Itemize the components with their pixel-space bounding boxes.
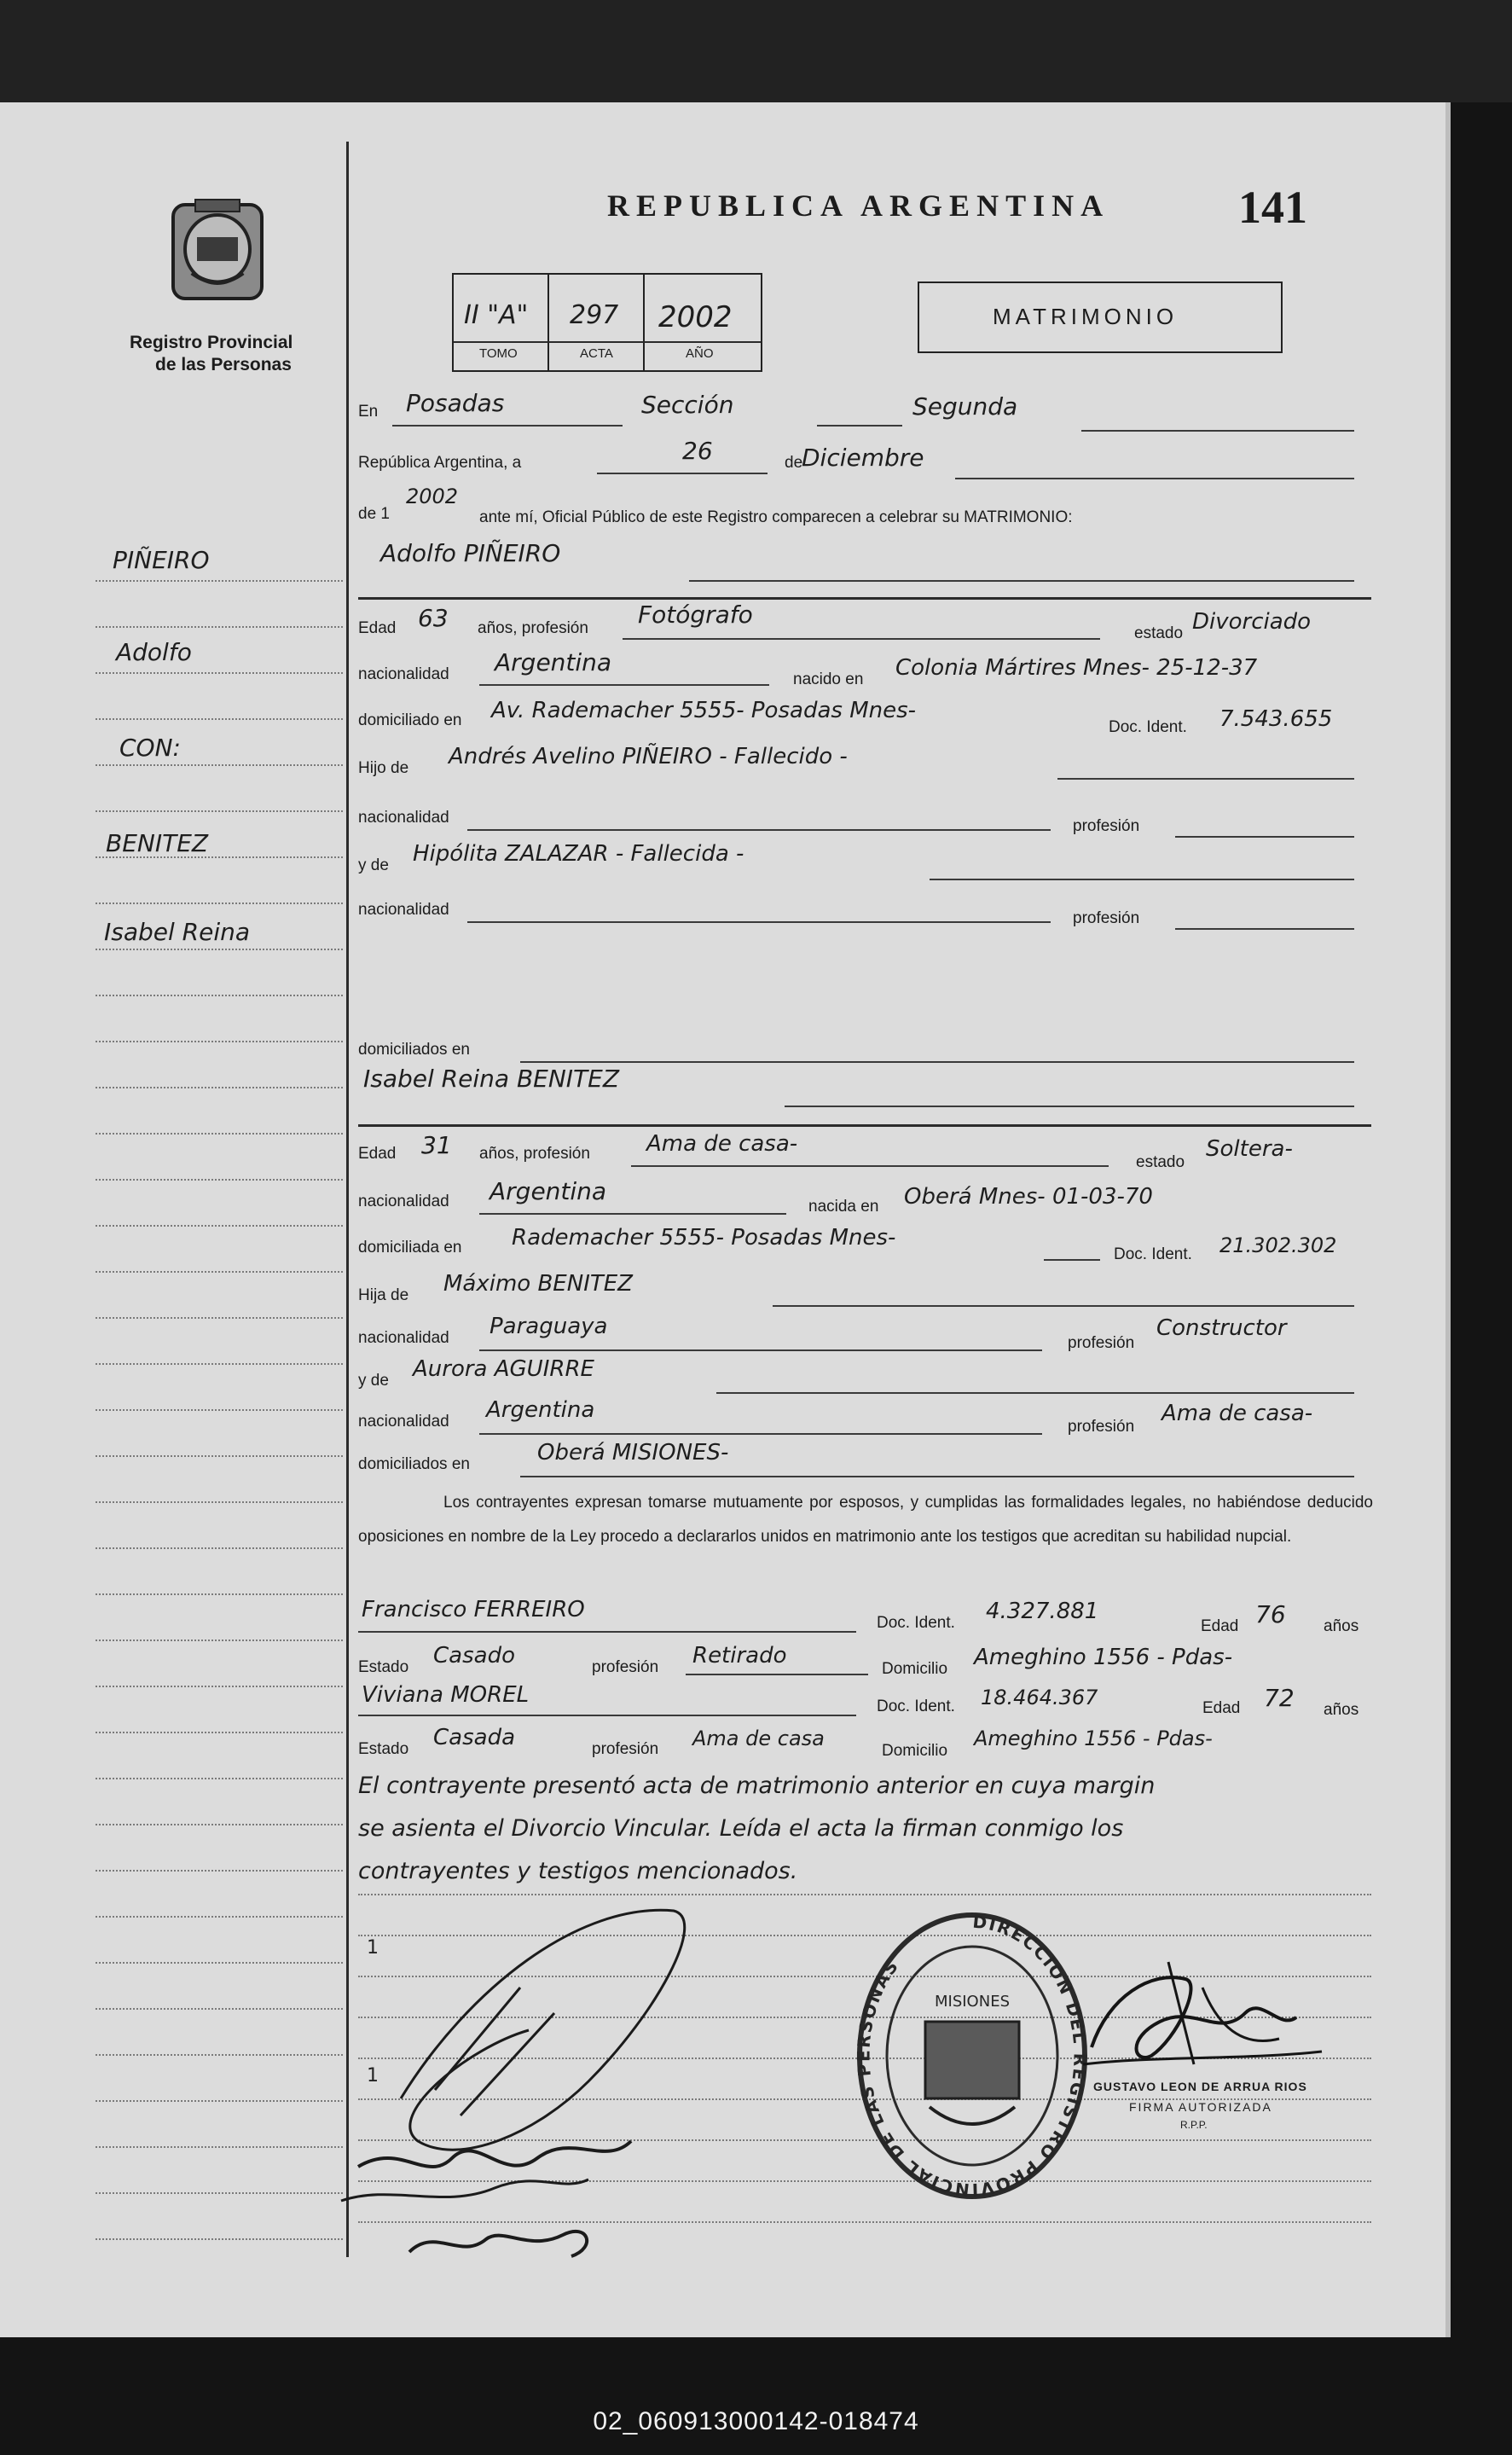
- tomo-acta-ano-box: [452, 273, 762, 372]
- margin-ruled-line: [96, 1133, 343, 1135]
- groom-doc-value: 7.543.655: [1219, 706, 1333, 732]
- groom-nacionalidad-value: Argentina: [495, 648, 612, 676]
- groom-hijo-label: Hijo de: [358, 759, 409, 777]
- witness2-name: Viviana MOREL: [362, 1682, 530, 1708]
- bride-domiciliados-label: domiciliados en: [358, 1455, 470, 1473]
- margin-ruled-line: [96, 1225, 343, 1227]
- groom-father-nac-label: nacionalidad: [358, 809, 449, 827]
- record-type-box: [918, 281, 1283, 353]
- witness2-doc-label: Doc. Ident.: [877, 1698, 955, 1715]
- registry-stamp: [844, 1894, 1100, 2201]
- tomo-value: II "A": [464, 300, 529, 330]
- groom-name: Adolfo PIÑEIRO: [380, 539, 561, 567]
- witness1-name: Francisco FERREIRO: [362, 1597, 585, 1622]
- groom-estado-label: estado: [1134, 624, 1184, 642]
- witness1-domicilio-value: Ameghino 1556 - Pdas-: [974, 1645, 1233, 1670]
- margin-ruled-line: [96, 672, 343, 674]
- bride-edad-value: 31: [421, 1131, 452, 1159]
- groom-domiciliados-label: domiciliados en: [358, 1041, 470, 1059]
- witness2-prof-value: Ama de casa: [692, 1727, 825, 1750]
- groom-nac-label: nacionalidad: [358, 901, 449, 919]
- bride-nacionalidad-fill: [479, 1213, 786, 1215]
- day-fill: [597, 473, 768, 474]
- margin-surname-groom: PIÑEIRO: [113, 546, 210, 574]
- margin-ruled-line: [96, 2008, 343, 2010]
- note-line1: El contrayente presentó acta de matrimonio anterior en cuya margin: [358, 1773, 1156, 1799]
- year-value: 2002: [406, 485, 459, 508]
- groom-father-nac-fill: [467, 829, 1051, 831]
- margin-ruled-line: [96, 810, 343, 812]
- margin-ruled-line: [96, 1732, 343, 1733]
- groom-prof-label: profesión: [1073, 909, 1140, 927]
- scan-file-code: 02_060913000142-018474: [0, 2388, 1512, 2455]
- witness2-edad-label: Edad: [1202, 1699, 1241, 1717]
- bride-madre-value: Aurora AGUIRRE: [413, 1356, 594, 1382]
- bride-nacionalidad-value: Argentina: [490, 1177, 607, 1205]
- bride-padre-value: Máximo BENITEZ: [443, 1271, 633, 1297]
- groom-edad-label: Edad: [358, 619, 397, 637]
- groom-nacido-value: Colonia Mártires Mnes- 25-12-37: [895, 655, 1258, 681]
- bride-padre-fill: [773, 1305, 1354, 1307]
- margin-ruled-line: [96, 995, 343, 996]
- bride-madre-nac-value: Argentina: [486, 1397, 595, 1423]
- margin-ruled-line: [96, 1363, 343, 1365]
- margin-ruled-line: [96, 1778, 343, 1779]
- margin-ruled-line: [96, 1593, 343, 1595]
- witness2-prof-label: profesión: [592, 1740, 659, 1758]
- official-signature: [1075, 1936, 1330, 2090]
- year-prefix: de 1: [358, 505, 390, 523]
- bride-doc-label: Doc. Ident.: [1114, 1245, 1192, 1263]
- margin-ruled-line: [96, 580, 343, 582]
- groom-hijo-value: Andrés Avelino PIÑEIRO - Fallecido -: [449, 744, 848, 769]
- bride-padre-nac-fill: [479, 1349, 1042, 1351]
- margin-ruled-line: [96, 1455, 343, 1457]
- witness1-prof-fill: [686, 1674, 868, 1675]
- bride-doc-value: 21.302.302: [1219, 1233, 1337, 1257]
- month-fill: [955, 478, 1354, 479]
- groom-father-prof-label: profesión: [1073, 817, 1140, 835]
- registry-name-line1: Registro Provincial: [130, 333, 293, 352]
- bride-padre-nac-value: Paraguaya: [490, 1314, 608, 1339]
- seccion-fill: [817, 425, 902, 427]
- bride-hija-label: Hija de: [358, 1286, 409, 1304]
- groom-madre-value: Hipólita ZALAZAR - Fallecida -: [413, 841, 744, 867]
- groom-nac-fill: [467, 921, 1051, 923]
- witness1-doc-label: Doc. Ident.: [877, 1614, 955, 1632]
- country-title: REPUBLICA ARGENTINA: [607, 189, 1110, 223]
- groom-estado-value: Divorciado: [1192, 609, 1312, 635]
- bride-nacida-value: Oberá Mnes- 01-03-70: [904, 1184, 1153, 1210]
- bride-edad-label: Edad: [358, 1145, 397, 1163]
- margin-name-groom: Adolfo: [116, 638, 192, 666]
- bride-domiciliados-value: Oberá MISIONES-: [537, 1440, 729, 1465]
- en-fill: [392, 425, 623, 427]
- groom-anos-profesion: años, profesión: [478, 619, 588, 637]
- margin-ruled-line: [96, 949, 343, 950]
- margin-ruled-line: [96, 1179, 343, 1181]
- witness2-estado-value: Casada: [433, 1725, 516, 1750]
- note-line3: contrayentes y testigos mencionados.: [358, 1858, 798, 1884]
- stamp-inner-text: MISIONES: [934, 1993, 1011, 2011]
- groom-hijo-fill: [1057, 778, 1354, 780]
- witness2-domicilio-label: Domicilio: [882, 1742, 948, 1760]
- margin-ruled-line: [96, 1087, 343, 1088]
- scanner-top-border: [0, 0, 1512, 102]
- witness2-doc-value: 18.464.367: [981, 1686, 1098, 1709]
- groom-father-prof-fill: [1175, 836, 1354, 838]
- bride-domiciliada-label: domiciliada en: [358, 1239, 462, 1257]
- groom-profesion-value: Fotógrafo: [638, 601, 753, 629]
- bride-padre-nac-label: nacionalidad: [358, 1329, 449, 1347]
- bride-section-rule: [358, 1124, 1371, 1127]
- witness2-estado-label: Estado: [358, 1740, 409, 1758]
- groom-nacionalidad-label: nacionalidad: [358, 665, 449, 683]
- bride-madre-fill: [716, 1392, 1354, 1394]
- day-value: 26: [682, 437, 713, 465]
- tomo-label: TOMO: [479, 346, 518, 361]
- bride-padre-prof-value: Constructor: [1156, 1315, 1287, 1341]
- bride-domiciliada-value: Rademacher 5555- Posadas Mnes-: [512, 1225, 896, 1251]
- bride-profesion-fill: [631, 1165, 1109, 1167]
- groom-doc-label: Doc. Ident.: [1109, 718, 1187, 736]
- acta-label: ACTA: [580, 346, 613, 361]
- ante-text: ante mí, Oficial Público de este Registro comparecen a celebrar su MATRIMONIO:: [479, 508, 1073, 526]
- margin-ruled-line: [96, 1271, 343, 1273]
- groom-domiciliado-label: domiciliado en: [358, 711, 462, 729]
- bride-nacionalidad-label: nacionalidad: [358, 1193, 449, 1210]
- bride-madre-prof-label: profesión: [1068, 1418, 1135, 1436]
- de-label: de: [785, 454, 803, 472]
- groom-yde-label: y de: [358, 856, 389, 874]
- groom-prof-fill: [1175, 928, 1354, 930]
- bride-yde-label: y de: [358, 1372, 389, 1390]
- margin-ruled-line: [96, 1317, 343, 1319]
- bride-anos-profesion: años, profesión: [479, 1145, 590, 1163]
- margin-ruled-line: [96, 1962, 343, 1964]
- witness2-edad-value: 72: [1264, 1684, 1295, 1712]
- seccion-value: Sección: [641, 391, 734, 419]
- groom-nacido-label: nacido en: [793, 670, 864, 688]
- groom-name-fill: [689, 580, 1354, 582]
- groom-edad-value: 63: [418, 604, 449, 632]
- margin-ruled-line: [96, 2192, 343, 2194]
- republica-label: República Argentina, a: [358, 454, 522, 472]
- groom-section-rule: [358, 597, 1371, 600]
- svg-text:1: 1: [367, 1937, 379, 1959]
- register-page: [0, 102, 1451, 2337]
- groom-madre-fill: [930, 879, 1354, 880]
- statement-paragraph: Los contrayentes expresan tomarse mutuamente por esposos, y cumplidas las formalidades legales, no habiéndose deducido oposiciones en nombre de la Ley procedo a declararlos unidos en matrimonio ante los testigos que acreditan su habilidad nupcial.: [358, 1494, 1373, 1546]
- witness1-estado-value: Casado: [433, 1643, 515, 1669]
- groom-domiciliados-fill: [520, 1061, 1354, 1063]
- bride-estado-label: estado: [1136, 1153, 1185, 1171]
- margin-ruled-line: [96, 1686, 343, 1687]
- segunda-value: Segunda: [912, 392, 1018, 421]
- margin-name-bride: Isabel Reina: [104, 918, 251, 946]
- ano-value: 2002: [658, 300, 733, 334]
- margin-ruled-line: [96, 2054, 343, 2056]
- margin-ruled-line: [96, 1870, 343, 1872]
- bride-nacida-label: nacida en: [808, 1198, 879, 1216]
- bride-domiciliados-fill: [520, 1476, 1354, 1477]
- margin-ruled-line: [96, 1501, 343, 1503]
- bride-name: Isabel Reina BENITEZ: [363, 1065, 620, 1093]
- witness1-prof-value: Retirado: [692, 1643, 787, 1669]
- groom-domiciliado-value: Av. Rademacher 5555- Posadas Mnes-: [491, 698, 917, 723]
- witness2-name-fill: [358, 1715, 856, 1716]
- acta-value: 297: [570, 300, 619, 330]
- svg-text:1: 1: [367, 2065, 379, 2086]
- witness1-edad-label: Edad: [1201, 1617, 1239, 1635]
- groom-profesion-fill: [623, 638, 1100, 640]
- margin-ruled-line: [96, 1916, 343, 1918]
- witness2-domicilio-value: Ameghino 1556 - Pdas-: [974, 1727, 1213, 1750]
- witness1-domicilio-label: Domicilio: [882, 1660, 948, 1678]
- bride-madre-prof-value: Ama de casa-: [1162, 1401, 1313, 1426]
- margin-ruled-line: [96, 1041, 343, 1042]
- bride-madre-nac-fill: [479, 1433, 1042, 1435]
- witness2-anos-label: años: [1324, 1701, 1359, 1719]
- margin-surname-bride: BENITEZ: [106, 829, 209, 857]
- witness1-doc-value: 4.327.881: [986, 1599, 1099, 1624]
- margin-ruled-line: [96, 626, 343, 628]
- bride-domiciliada-fill: [1044, 1259, 1100, 1261]
- stamp-ring-text: DIRECCION DEL REGISTRO PROVINCIAL DE LAS PERSONAS: [853, 1911, 1091, 2201]
- en-label: En: [358, 403, 379, 421]
- bride-name-fill: [785, 1106, 1354, 1107]
- official-role: FIRMA AUTORIZADA: [1129, 2100, 1272, 2114]
- margin-con: CON:: [119, 734, 181, 762]
- official-name: GUSTAVO LEON DE ARRUA RIOS: [1093, 2080, 1307, 2093]
- bride-madre-nac-label: nacionalidad: [358, 1413, 449, 1431]
- margin-ruled-line: [96, 2146, 343, 2148]
- witness1-edad-value: 76: [1255, 1600, 1286, 1628]
- box-divider: [454, 341, 761, 343]
- page-number: 141: [1238, 182, 1307, 233]
- margin-ruled-line: [96, 718, 343, 720]
- margin-ruled-line: [96, 902, 343, 904]
- margin-ruled-line: [96, 2100, 343, 2102]
- ano-label: AÑO: [686, 346, 714, 361]
- margin-ruled-line: [96, 2238, 343, 2240]
- contrayente-signatures: [333, 1885, 733, 2286]
- witness1-anos-label: años: [1324, 1617, 1359, 1635]
- bride-estado-value: Soltera-: [1206, 1136, 1293, 1162]
- registry-emblem: [166, 196, 269, 307]
- record-type: MATRIMONIO: [993, 304, 1179, 329]
- margin-ruled-line: [96, 1824, 343, 1825]
- en-value: Posadas: [406, 389, 505, 417]
- bride-profesion-value: Ama de casa-: [646, 1131, 798, 1157]
- margin-ruled-line: [96, 1547, 343, 1549]
- segunda-fill: [1081, 430, 1354, 432]
- margin-ruled-line: [96, 764, 343, 766]
- witness1-name-fill: [358, 1631, 856, 1633]
- registry-name-line2: de las Personas: [155, 355, 292, 374]
- official-sub: R.P.P.: [1180, 2119, 1208, 2131]
- bride-padre-prof-label: profesión: [1068, 1334, 1135, 1352]
- groom-nacionalidad-fill: [479, 684, 769, 686]
- note-line2: se asienta el Divorcio Vincular. Leída el acta la firman conmigo los: [358, 1815, 1124, 1842]
- month-value: Diciembre: [802, 444, 924, 472]
- witness1-estado-label: Estado: [358, 1658, 409, 1676]
- margin-ruled-line: [96, 1640, 343, 1641]
- margin-ruled-line: [96, 1409, 343, 1411]
- witness1-prof-label: profesión: [592, 1658, 659, 1676]
